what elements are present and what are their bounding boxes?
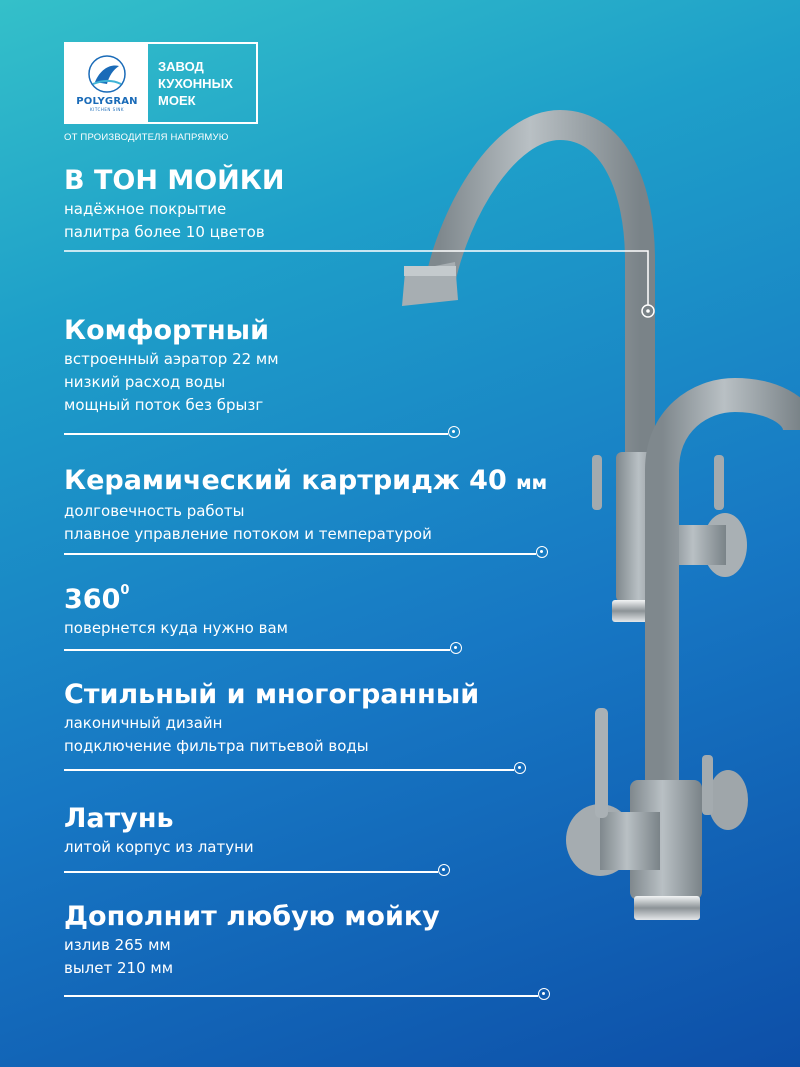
feature-line: излив 265 мм [64, 936, 171, 954]
feature-line: литой корпус из латуни [64, 838, 254, 856]
callout-rule [64, 433, 448, 435]
feature-rotation [64, 578, 288, 640]
feature-title-unit: мм [516, 472, 548, 494]
feature-line: вылет 210 мм [64, 959, 174, 977]
logo-brand-sub: KITCHEN SINK [90, 107, 124, 112]
logo-line: ЗАВОД [158, 58, 204, 74]
callout-dot-icon [536, 546, 548, 558]
callout-dot-icon [538, 988, 550, 1000]
feature-line: палитра более 10 цветов [64, 223, 265, 241]
feature-comfortable [64, 314, 279, 417]
callout-rule [64, 769, 514, 771]
feature-line: встроенный аэратор 22 мм [64, 350, 279, 368]
logo-line: МОЕК [158, 92, 196, 108]
callout-rule [64, 995, 538, 997]
callout-dot-icon [450, 642, 462, 654]
tagline: ОТ ПРОИЗВОДИТЕЛЯ НАПРЯМУЮ [64, 132, 229, 143]
feature-title: Стильный и многогранный [64, 679, 480, 710]
feature-stylish [64, 678, 479, 758]
feature-title: Латунь [64, 803, 174, 834]
feature-line: подключение фильтра питьевой воды [64, 737, 369, 755]
logo-brand: POLYGRAN [76, 96, 138, 107]
feature-title-text: Керамический картридж 40 [64, 465, 507, 496]
degree-sup: 0 [120, 583, 130, 598]
feature-complements [64, 900, 440, 980]
callout-dot-icon [438, 864, 450, 876]
feature-title: Комфортный [64, 315, 269, 346]
feature-line: надёжное покрытие [64, 200, 227, 218]
logo-line: КУХОННЫХ [158, 75, 233, 91]
feature-line: лаконичный дизайн [64, 714, 223, 732]
feature-title: В ТОН МОЙКИ [64, 165, 285, 196]
feature-line: долговечность работы [64, 502, 245, 520]
feature-line: низкий расход воды [64, 373, 226, 391]
feature-line: плавное управление потоком и температурой [64, 525, 432, 543]
callout-dot-icon [448, 426, 460, 438]
feature-brass [64, 802, 254, 859]
feature-line: повернется куда нужно вам [64, 619, 288, 637]
feature-line: мощный поток без брызг [64, 396, 264, 414]
callout-dot-icon [514, 762, 526, 774]
feature-title-text: 360 [64, 584, 121, 615]
callout-rule [64, 871, 438, 873]
callout-rule [64, 553, 536, 555]
feature-title [64, 578, 288, 617]
callout-rule [64, 649, 450, 651]
feature-title [64, 464, 547, 500]
feature-title: Дополнит любую мойку [64, 901, 440, 932]
feature-cartridge [64, 464, 547, 546]
